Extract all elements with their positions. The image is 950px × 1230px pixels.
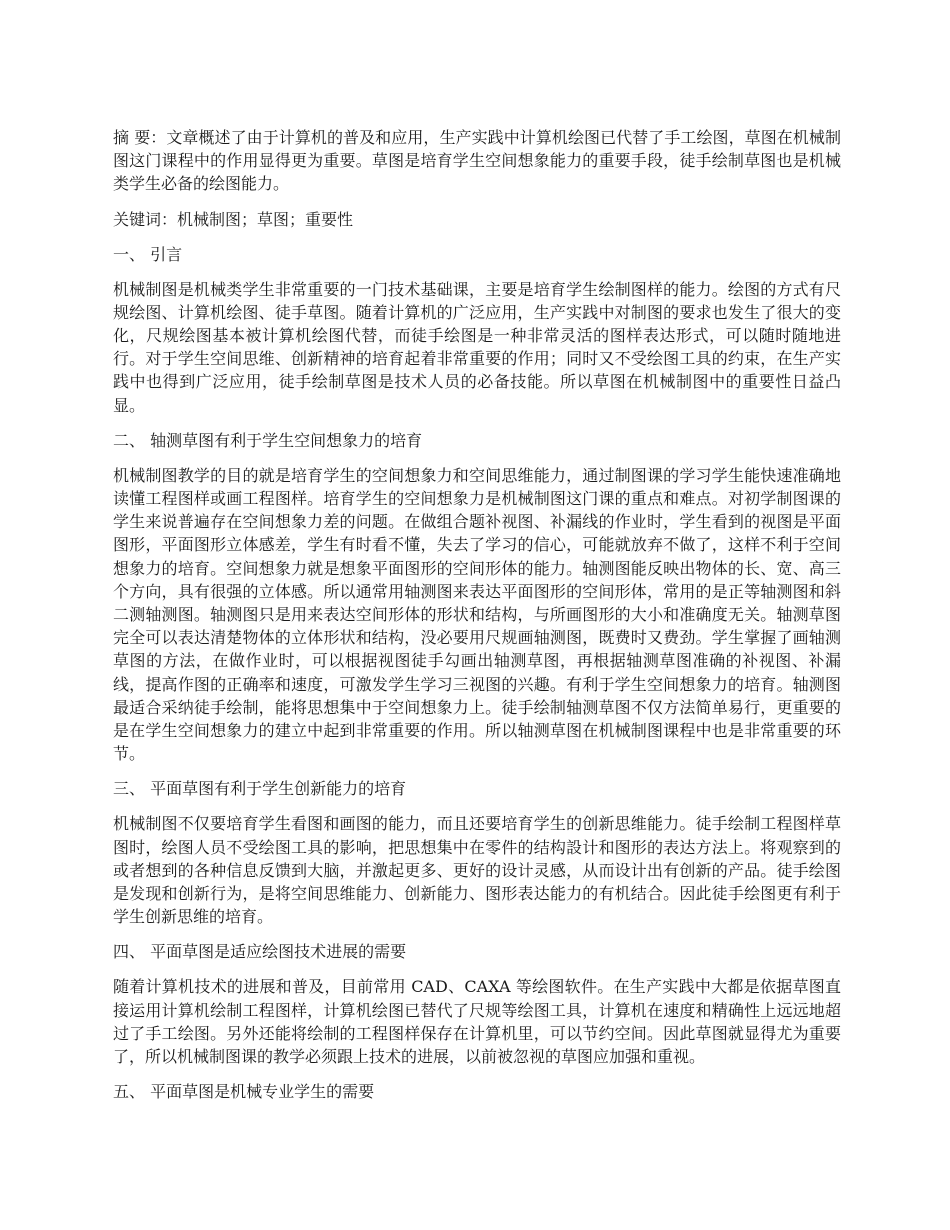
section-body-3: 机械制图不仅要培育学生看图和画图的能力，而且还要培育学生的创新思维能力。徒手绘制工程图样草图时，绘图人员不受绘图工具的影响，把思想集中在零件的结构設计和图形的表达方法上。将观察到的或者想到的各种信息反馈到大脑，并激起更多、更好的设计灵感，从而设计出有创新的产品。徒手绘图是发现和创新行为，是将空间思维能力、创新能力、图形表达能力的有机结合。因此徒手绘图更有利于学生创新思维的培育。 <box>113 814 841 927</box>
section-heading-5: 五、 平面草图是机械专业学生的需要 <box>113 1082 375 1102</box>
section-body-1: 机械制图是机械类学生非常重要的一门技术基础课，主要是培育学生绘制图样的能力。绘图的方式有尺规绘图、计算机绘图、徒手草图。随着计算机的广泛应用，生产实践中对制图的要求也发生了很大的变化，尺规绘图基本被计算机绘图代替，而徒手绘图是一种非常灵活的图样表达形式，可以随时随地进行。对于学生空间思维、创新精神的培育起着非常重要的作用；同时又不受绘图工具的约束，在生产实践中也得到广泛应用，徒手绘制草图是技术人员的必备技能。所以草图在机械制图中的重要性日益凸显。 <box>113 279 841 415</box>
section-heading-4: 四、 平面草图是适应绘图技术进展的需要 <box>113 942 407 962</box>
section-heading-3: 三、 平面草图有利于学生创新能力的培育 <box>113 779 407 799</box>
section-heading-1: 一、 引言 <box>113 244 183 264</box>
abstract-paragraph: 摘 要：文章概述了由于计算机的普及和应用，生产实践中计算机绘图已代替了手工绘图，草图在机械制图这门课程中的作用显得更为重要。草图是培育学生空间想象能力的重要手段，徒手绘制草图也是机械类学生必备的绘图能力。 <box>113 128 841 194</box>
keywords-line: 关键词：机械制图；草图；重要性 <box>113 209 354 229</box>
document-page <box>113 126 841 1103</box>
section-body-4: 随着计算机技术的进展和普及，目前常用 CAD、CAXA 等绘图软件。在生产实践中大都是依据草图直接运用计算机绘制工程图样，计算机绘图已替代了尺规等绘图工具，计算机在速度和精确性上远远地超过了手工绘图。另外还能将绘制的工程图样保存在计算机里，可以节约空间。因此草图就显得尤为重要了，所以机械制图课的教学必须跟上技术的进展，以前被忽视的草图应加强和重视。 <box>113 977 841 1067</box>
section-body-2: 机械制图教学的目的就是培育学生的空间想象力和空间思维能力，通过制图课的学习学生能快速准确地读懂工程图样或画工程图样。培育学生的空间想象力是机械制图这门课的重点和难点。对初学制图课的学生来说普遍存在空间想象力差的问题。在做组合题补视图、补漏线的作业时，学生看到的视图是平面图形，平面图形立体感差，学生有时看不懂，失去了学习的信心，可能就放弃不做了，这样不利于空间想象力的培育。空间想象力就是想象平面图形的空间形体的能力。轴测图能反映出物体的长、宽、高三个方向，具有很强的立体感。所以通常用轴测图来表达平面图形的空间形体，常用的是正等轴测图和斜二测轴测图。轴测图只是用来表达空间形体的形状和结构，与所画图形的大小和准确度无关。轴测草图完全可以表达清楚物体的立体形状和结构，没必要用尺规画轴测图，既费时又费劲。学生掌握了画轴测草图的方法，在做作业时，可以根据视图徒手勾画出轴测草图，再根据轴测草图准确的补视图、补漏线，提高作图的正确率和速度，可激发学生学习三视图的兴趣。有利于学生空间想象力的培育。轴测图最适合采纳徒手绘制，能将思想集中于空间想象力上。徒手绘制轴测草图不仅方法简单易行，更重要的是在学生空间想象力的建立中起到非常重要的作用。所以轴测草图在机械制图课程中也是非常重要的环节。 <box>113 465 841 764</box>
section-heading-2: 二、 轴测草图有利于学生空间想象力的培育 <box>113 430 423 450</box>
